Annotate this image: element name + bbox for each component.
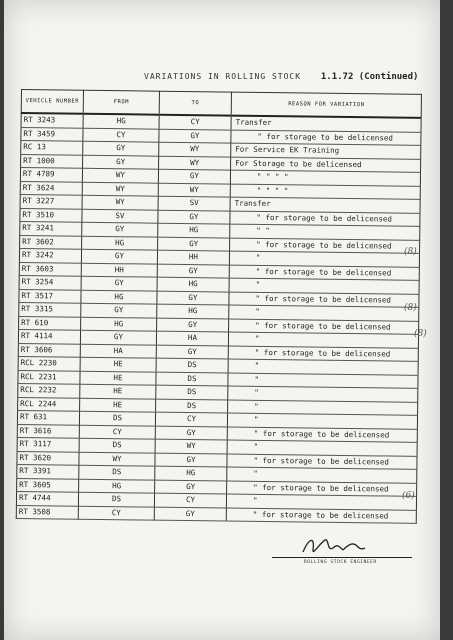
from-cell: CY [79,425,155,439]
to-cell: CY [155,412,227,426]
reason-cell: For Service EK Training [231,143,421,159]
vehicle-cell: RT 3254 [19,275,81,289]
from-cell: HG [82,236,158,250]
from-cell: HE [80,398,156,412]
reason-cell: " [228,400,418,416]
to-cell: HG [157,277,229,291]
from-cell: HE [80,371,156,385]
from-cell: CY [83,128,159,142]
from-cell: GY [80,330,156,344]
vehicle-cell: RT 3605 [17,478,79,492]
to-cell: CY [159,115,231,130]
vehicle-cell: RCL 2244 [18,397,80,411]
to-cell: GY [158,210,230,224]
vehicle-cell: RT 3517 [19,289,81,303]
to-cell: DS [156,399,228,413]
column-header: REASON FOR VARIATION [231,92,421,118]
to-cell: HG [155,466,227,480]
to-cell: GY [155,480,227,494]
from-cell: DS [79,411,155,425]
vehicle-cell: RT 3117 [17,437,79,451]
handwritten-mark: (8) [404,247,417,257]
reason-cell: " for storage to be delicensed [228,346,418,362]
vehicle-cell: RT 4789 [20,168,82,182]
reason-cell: " [227,467,417,483]
reason-cell: " for storage to be delicensed [229,265,419,281]
reason-cell: " [229,305,419,321]
vehicle-cell: RT 631 [17,410,79,424]
vehicle-cell: RT 610 [19,316,81,330]
vehicle-cell: RT 3616 [17,424,79,438]
reason-cell: " for storage to be delicensed [230,238,420,254]
vehicle-cell: RT 3315 [19,302,81,316]
to-cell: HG [157,304,229,318]
from-cell: HG [81,290,157,304]
to-cell: HG [158,223,230,237]
vehicle-cell: RT 3508 [16,505,78,519]
vehicle-cell: RT 3391 [17,464,79,478]
vehicle-cell: RT 1000 [21,154,83,168]
from-cell: CY [78,506,154,520]
vehicle-cell: RCL 2231 [18,370,80,384]
from-cell: GY [83,155,159,169]
handwritten-mark: (8) [404,303,417,313]
to-cell: DS [156,385,228,399]
vehicle-cell: RT 4114 [18,329,80,343]
vehicle-cell: RT 3624 [20,181,82,195]
reason-cell: " " " " [230,184,420,200]
from-cell: GY [81,276,157,290]
to-cell: GY [154,507,226,521]
from-cell: SV [82,209,158,223]
title-text: VARIATIONS IN ROLLING STOCK [144,72,302,81]
reason-cell: " for storage to be delicensed [231,130,421,146]
from-cell: HG [83,114,159,129]
table-body [16,113,421,523]
vehicle-cell: RT 3241 [20,221,82,235]
from-cell: WY [82,168,158,182]
handwritten-mark: (6) [402,491,415,501]
from-cell: DS [78,492,154,506]
from-cell: GY [81,303,157,317]
reason-cell: " [228,373,418,389]
variations-table [16,89,422,524]
to-cell: DS [156,372,228,386]
from-cell: HH [81,263,157,277]
reason-cell: " [229,278,419,294]
reason-cell: " [227,440,417,456]
column-header: TO [159,91,231,115]
from-cell: HE [80,357,156,371]
document-title [144,72,434,82]
from-cell: WY [79,452,155,466]
to-cell: GY [159,129,231,143]
signature-mark [299,532,369,558]
vehicle-cell: RT 4744 [16,491,78,505]
from-cell: HE [80,384,156,398]
reason-cell: " [226,494,416,510]
to-cell: GY [157,291,229,305]
to-cell: WY [155,439,227,453]
to-cell: DS [156,358,228,372]
reason-cell: " for storage to be delicensed [229,319,419,335]
vehicle-cell: RT 3459 [21,127,83,141]
vehicle-cell: RT 3227 [20,194,82,208]
vehicle-cell: RCL 2230 [18,356,80,370]
from-cell: GY [83,141,159,155]
to-cell: WY [158,183,230,197]
from-cell: GY [81,249,157,263]
from-cell: DS [79,465,155,479]
reason-cell: Transfer [231,116,421,132]
vehicle-cell: RT 3242 [19,248,81,262]
vehicle-cell: RT 3620 [17,451,79,465]
column-header: VEHICLE NUMBER [21,90,83,114]
to-cell: GY [157,318,229,332]
to-cell: CY [154,493,226,507]
reason-cell: " " " " [230,170,420,186]
reason-cell: " for storage to be delicensed [227,427,417,443]
to-cell: GY [158,237,230,251]
from-cell: HG [79,479,155,493]
reason-cell: " [228,386,418,402]
vehicle-cell: RT 3603 [19,262,81,276]
from-cell: WY [82,195,158,209]
vehicle-cell: RT 3602 [20,235,82,249]
reason-cell: For Storage to be delicensed [231,157,421,173]
reason-cell: " [227,413,417,429]
to-cell: HA [156,331,228,345]
from-cell: HA [80,344,156,358]
reason-cell: " [229,251,419,267]
vehicle-cell: RCL 2232 [18,383,80,397]
from-cell: GY [82,222,158,236]
to-cell: GY [156,345,228,359]
to-cell: WY [159,142,231,156]
title-date: 1.1.72 (Continued) [320,72,419,82]
signature-line [272,557,412,558]
reason-cell: " for storage to be delicensed [229,292,419,308]
to-cell: GY [157,264,229,278]
document-page [4,0,440,640]
signatory-title: ROLLING STOCK ENGINEER [304,560,377,565]
handwritten-mark: (8) [414,329,427,339]
reason-cell: " [228,332,418,348]
to-cell: GY [158,169,230,183]
reason-cell: " for storage to be delicensed [226,508,416,524]
reason-cell: " for storage to be delicensed [227,481,417,497]
to-cell: SV [158,196,230,210]
column-header: FROM [83,90,159,114]
to-cell: HH [157,250,229,264]
reason-cell: " [228,359,418,375]
reason-cell: Transfer [230,197,420,213]
reason-cell: " for storage to be delicensed [227,454,417,470]
to-cell: WY [159,156,231,170]
vehicle-cell: RT 3510 [20,208,82,222]
vehicle-cell: RT 3243 [21,113,83,128]
from-cell: WY [82,182,158,196]
to-cell: GY [155,426,227,440]
vehicle-cell: RC 13 [21,141,83,155]
reason-cell: " for storage to be delicensed [230,211,420,227]
to-cell: GY [155,453,227,467]
from-cell: HG [81,317,157,331]
vehicle-cell: RT 3606 [18,343,80,357]
from-cell: DS [79,438,155,452]
reason-cell: " " [230,224,420,240]
